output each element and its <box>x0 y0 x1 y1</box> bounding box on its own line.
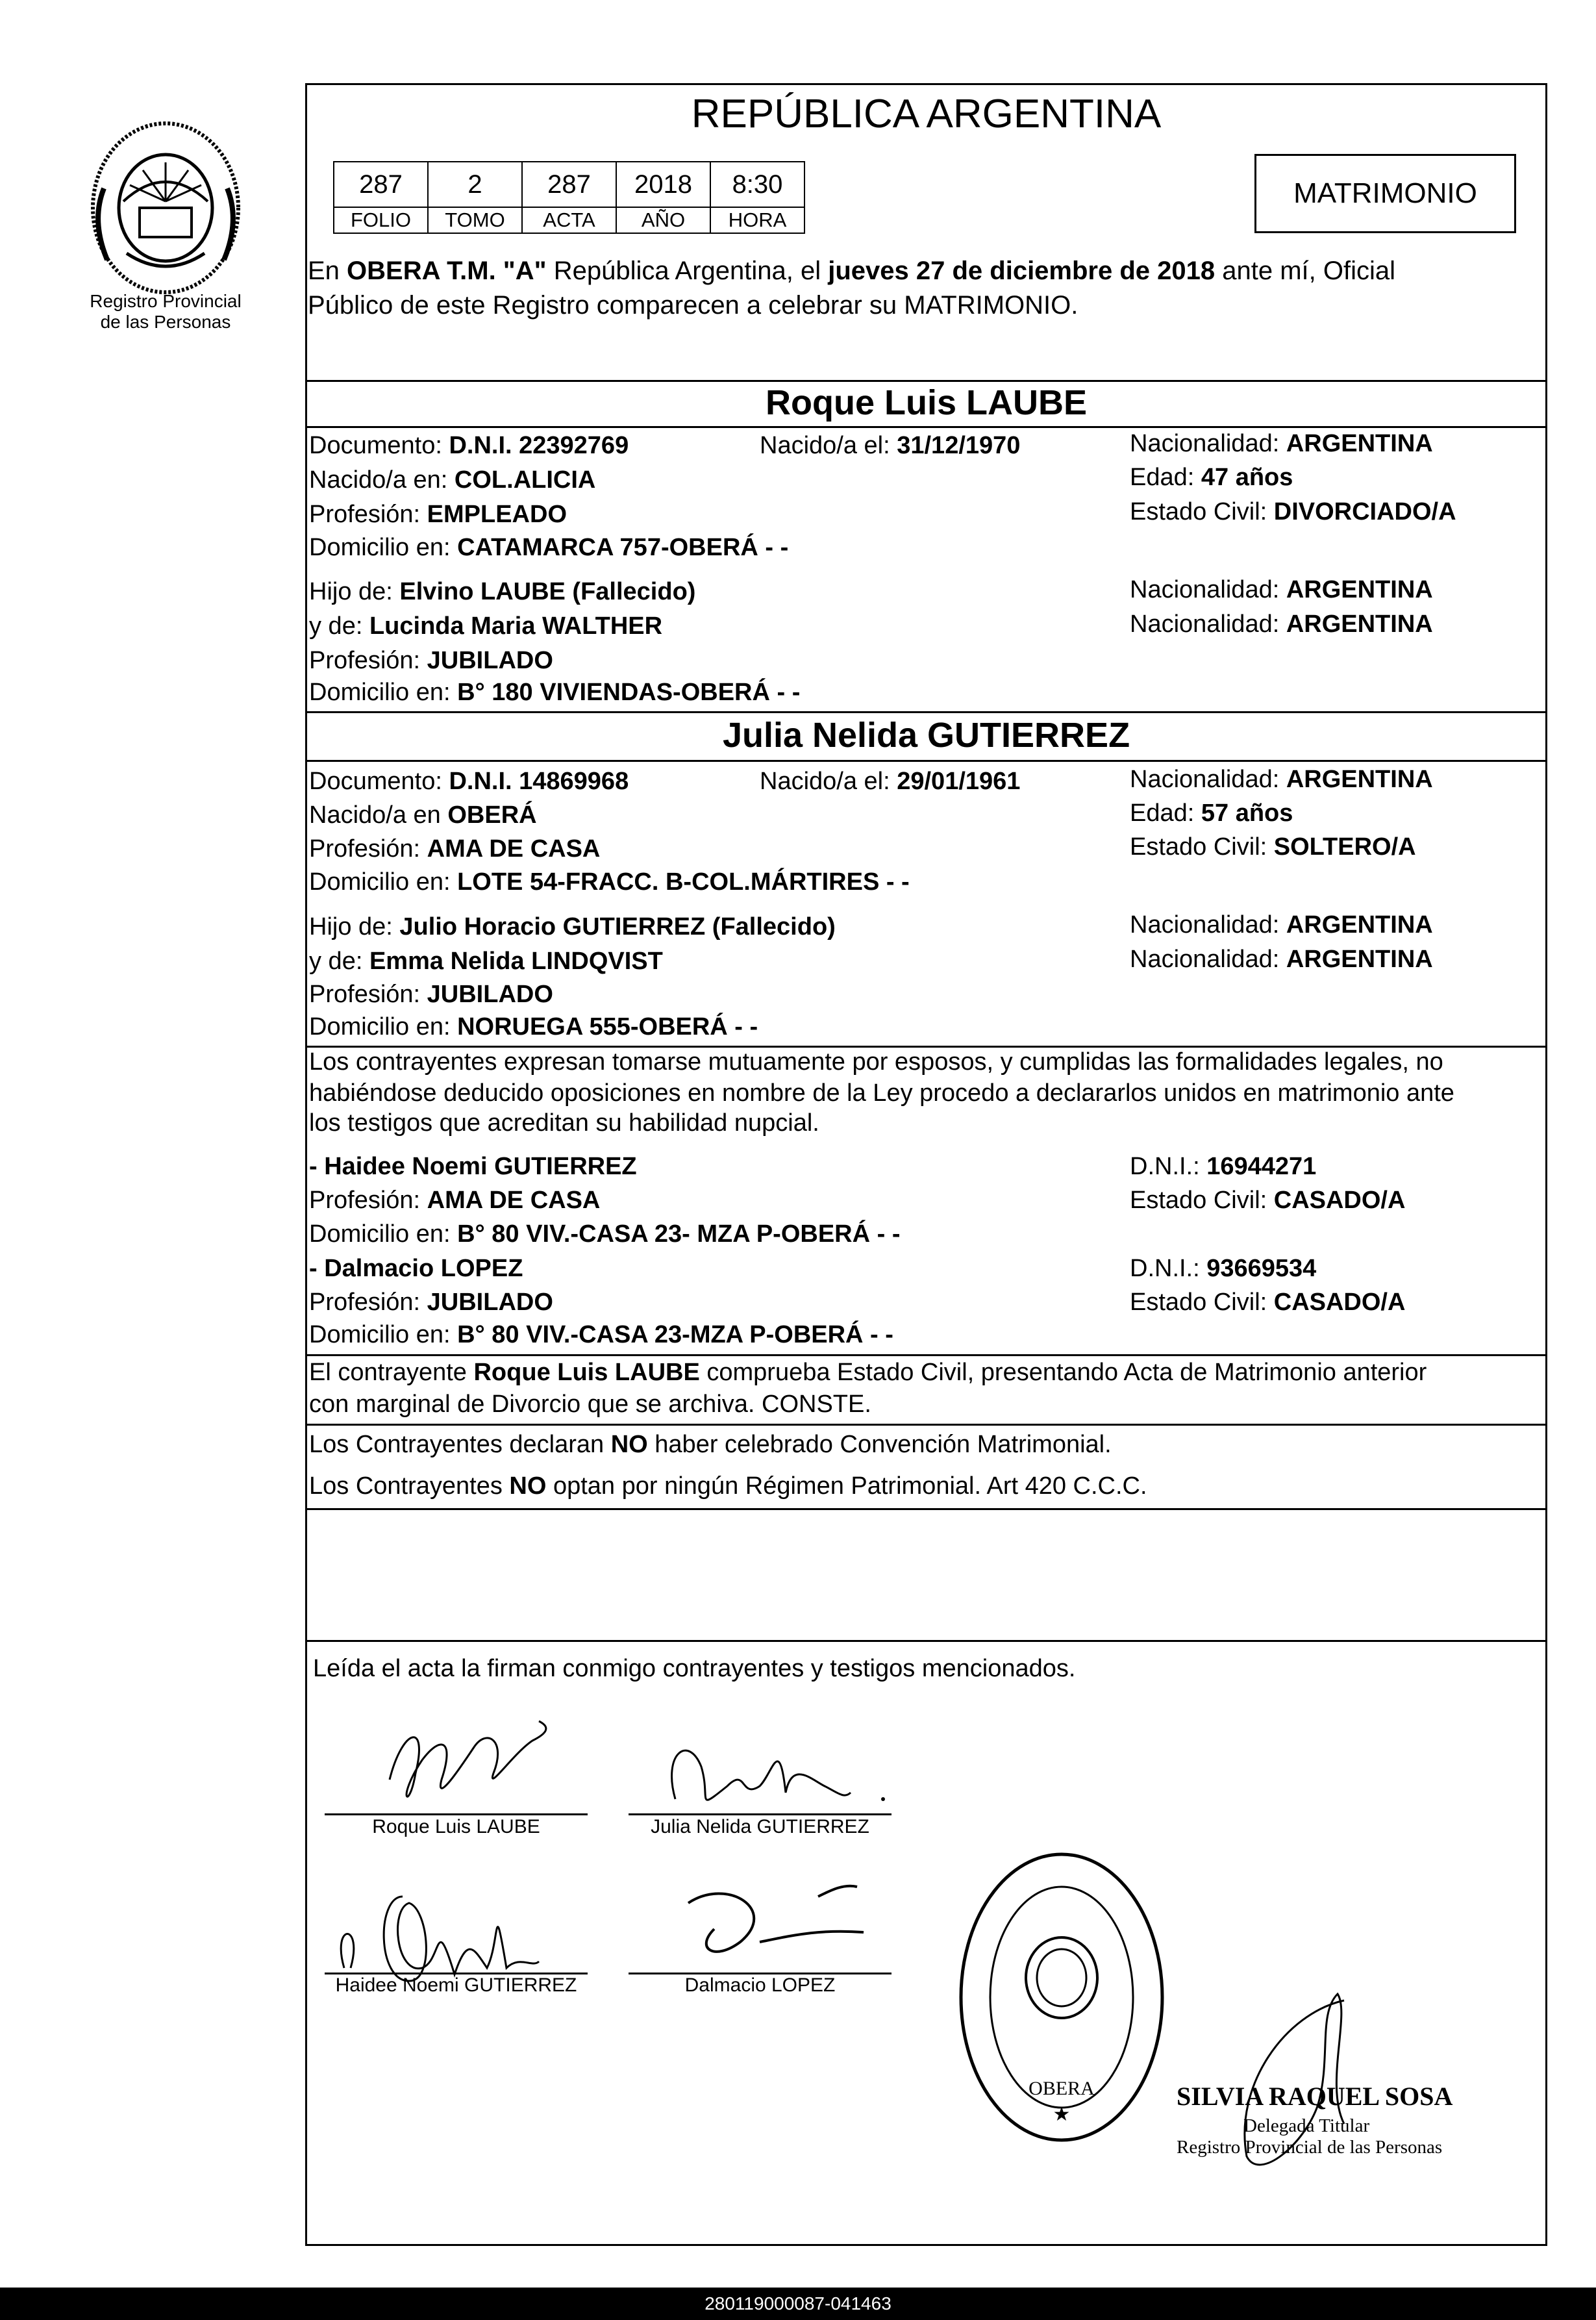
spouse1-birthplace <box>309 465 595 495</box>
field-value: 29/01/1961 <box>897 768 1021 795</box>
field-label: D.N.I.: <box>1130 1153 1207 1180</box>
field-value: JUBILADO <box>427 1289 553 1316</box>
field-label: Nacido/a en: <box>309 466 455 494</box>
spouse1-father <box>309 577 695 607</box>
field-value: ARGENTINA <box>1286 611 1433 638</box>
field-label: Edad: <box>1130 800 1201 827</box>
field-value: DIVORCIADO/A <box>1273 498 1456 525</box>
field-value: EMPLEADO <box>427 501 567 528</box>
divider <box>305 426 1547 428</box>
field-value: AMA DE CASA <box>427 835 601 863</box>
field-value: Julio Horacio GUTIERREZ (Fallecido) <box>399 913 836 940</box>
field-value: COL.ALICIA <box>454 466 596 494</box>
anio-label: AÑO <box>616 207 710 233</box>
field-label: Domicilio en: <box>309 1013 458 1040</box>
field-label: y de: <box>309 612 369 640</box>
spouse1-father-nat <box>1130 575 1433 605</box>
intro-text: En <box>308 257 347 285</box>
divider <box>305 1424 1547 1426</box>
spouse2-parents-profession <box>309 979 553 1009</box>
field-label: Documento: <box>309 768 449 795</box>
spouse1-name: Roque Luis LAUBE <box>766 383 1087 422</box>
field-label: Domicilio en: <box>309 679 458 706</box>
divider <box>305 1508 1547 1510</box>
regime-text: Los Contrayentes declaran <box>309 1431 611 1458</box>
divider <box>305 711 1547 713</box>
witness2-civil <box>1130 1287 1405 1317</box>
signature-line <box>629 1813 892 1815</box>
field-label: Edad: <box>1130 464 1201 491</box>
field-value: ARGENTINA <box>1286 430 1433 457</box>
spouse2-born <box>760 766 1020 796</box>
field-value: SOLTERO/A <box>1273 833 1416 861</box>
regime-text: Los Contrayentes <box>309 1472 510 1500</box>
spouse2-age <box>1130 798 1293 828</box>
note-name: Roque Luis LAUBE <box>473 1359 700 1386</box>
field-value: D.N.I. 22392769 <box>449 432 629 459</box>
field-label: Domicilio en: <box>309 1220 458 1248</box>
field-label: Nacionalidad: <box>1130 911 1286 939</box>
intro-line1 <box>308 255 1395 286</box>
field-value: ARGENTINA <box>1286 911 1433 939</box>
field-value: LOTE 54-FRACC. B-COL.MÁRTIRES - - <box>457 868 910 896</box>
act-type-box: MATRIMONIO <box>1254 154 1516 233</box>
field-value: Lucinda Maria WALTHER <box>369 612 663 640</box>
field-label: Profesión: <box>309 981 427 1008</box>
seal-emblem-icon <box>78 110 253 305</box>
field-label: Profesión: <box>309 501 427 528</box>
spouse1-nat <box>1130 429 1433 459</box>
official-stamp <box>954 1848 1169 2147</box>
folio-value: 287 <box>334 162 428 207</box>
field-label: Nacionalidad: <box>1130 766 1286 793</box>
spouse2-doc <box>309 766 629 796</box>
divider <box>305 1354 1547 1356</box>
document-barcode-code: 280119000087-041463 <box>0 2288 1596 2320</box>
tomo-value: 2 <box>428 162 522 207</box>
field-value: 57 años <box>1201 800 1293 827</box>
spouse2-profession <box>309 834 600 864</box>
stamp-center-text: OBERA <box>1029 2078 1095 2099</box>
official-title: Delegada Titular <box>1243 2115 1370 2136</box>
intro-text: República Argentina, el <box>546 257 829 285</box>
field-label: Estado Civil: <box>1130 498 1274 525</box>
regime-no: NO <box>509 1472 547 1500</box>
field-label: Estado Civil: <box>1130 1289 1274 1316</box>
regime-text: haber celebrado Convención Matrimonial. <box>647 1431 1112 1458</box>
spouse2-birthplace <box>309 800 537 830</box>
signature-caption-haidee: Haidee Noemi GUTIERREZ <box>335 1974 577 1996</box>
field-value: Elvino LAUBE (Fallecido) <box>399 578 696 605</box>
svg-text:★: ★ <box>1053 2104 1071 2125</box>
regime-line2 <box>309 1471 1147 1501</box>
field-value: B° 180 VIVIENDAS-OBERÁ - - <box>457 679 801 706</box>
acta-value: 287 <box>522 162 616 207</box>
witness1-dni <box>1130 1152 1316 1181</box>
field-value: B° 80 VIV.-CASA 23-MZA P-OBERÁ - - <box>457 1321 893 1348</box>
field-label: Domicilio en: <box>309 534 458 561</box>
spouse1-parents-address <box>309 677 800 707</box>
declaration-line3: los testigos que acreditan su habilidad nupcial. <box>309 1109 819 1137</box>
registry-index-table <box>333 161 805 234</box>
signature-caption-roque: Roque Luis LAUBE <box>372 1816 540 1837</box>
divider <box>305 760 1547 762</box>
field-label: Documento: <box>309 432 449 459</box>
logo-caption-line1: Registro Provincial <box>90 291 242 311</box>
witness2-dni <box>1130 1254 1316 1283</box>
field-value: AMA DE CASA <box>427 1187 601 1214</box>
field-label: Nacionalidad: <box>1130 946 1286 973</box>
field-value: NORUEGA 555-OBERÁ - - <box>457 1013 758 1040</box>
civil-status-note-line1 <box>309 1357 1427 1387</box>
spouse2-nat <box>1130 764 1433 794</box>
spouse2-mother <box>309 946 663 976</box>
field-label: Domicilio en: <box>309 868 458 896</box>
intro-place: OBERA T.M. "A" <box>347 257 547 285</box>
tomo-label: TOMO <box>428 207 522 233</box>
witness1-profession <box>309 1185 600 1215</box>
note-text: El contrayente <box>309 1359 474 1386</box>
spouse1-born <box>760 431 1020 460</box>
field-value: OBERÁ <box>447 801 537 829</box>
witness2-address <box>309 1320 893 1350</box>
witness1-civil <box>1130 1185 1405 1215</box>
field-label: Nacionalidad: <box>1130 576 1286 603</box>
field-value: CATAMARCA 757-OBERÁ - - <box>457 534 789 561</box>
spouse1-civil <box>1130 497 1456 527</box>
field-value: 31/12/1970 <box>897 432 1021 459</box>
field-value: CASADO/A <box>1273 1187 1406 1214</box>
country-title: REPÚBLICA ARGENTINA <box>691 92 1162 136</box>
closing-statement: Leída el acta la firman conmigo contrayentes y testigos mencionados. <box>313 1655 1076 1682</box>
intro-text: ante mí, Oficial <box>1215 257 1396 285</box>
field-label: Hijo de: <box>309 578 400 605</box>
field-value: 93669534 <box>1206 1255 1317 1282</box>
official-office: Registro Provincial de las Personas <box>1177 2137 1443 2158</box>
regime-no: NO <box>610 1431 648 1458</box>
field-value: JUBILADO <box>427 981 553 1008</box>
intro-line2: Público de este Registro comparecen a celebrar su MATRIMONIO. <box>308 291 1079 320</box>
field-label: Nacionalidad: <box>1130 430 1286 457</box>
civil-status-note-line2: con marginal de Divorcio que se archiva. CONSTE. <box>309 1391 871 1418</box>
spouse1-age <box>1130 462 1293 492</box>
acta-label: ACTA <box>522 207 616 233</box>
spouse1-profession <box>309 499 567 529</box>
province-seal <box>78 110 253 305</box>
official-name: SILVIA RAQUEL SOSA <box>1177 2082 1453 2111</box>
field-value: JUBILADO <box>427 647 553 674</box>
field-label: Nacido/a en <box>309 801 448 829</box>
field-label: Nacido/a el: <box>760 768 897 795</box>
note-text: comprueba Estado Civil, presentando Acta de Matrimonio anterior <box>699 1359 1427 1386</box>
signature-dalmacio-icon <box>675 1871 883 1981</box>
field-label: Profesión: <box>309 1187 427 1214</box>
witness2-profession <box>309 1287 553 1317</box>
field-label: Estado Civil: <box>1130 1187 1274 1214</box>
spouse2-father <box>309 912 836 942</box>
field-label: Estado Civil: <box>1130 833 1274 861</box>
field-value: ARGENTINA <box>1286 576 1433 603</box>
field-label: Domicilio en: <box>309 1321 458 1348</box>
spouse1-mother <box>309 611 662 641</box>
folio-label: FOLIO <box>334 207 428 233</box>
spouse1-address <box>309 533 788 562</box>
intro-date: jueves 27 de diciembre de 2018 <box>828 257 1216 285</box>
field-value: 47 años <box>1201 464 1293 491</box>
signature-roque-icon <box>377 1702 571 1832</box>
spouse1-parents-profession <box>309 646 553 675</box>
signature-caption-julia: Julia Nelida GUTIERREZ <box>651 1816 869 1837</box>
spouse2-civil <box>1130 832 1416 862</box>
spouse1-mother-nat <box>1130 609 1433 639</box>
field-value: ARGENTINA <box>1286 946 1433 973</box>
anio-value: 2018 <box>616 162 710 207</box>
stamp-emblem-icon <box>954 1848 1169 2147</box>
field-value: ARGENTINA <box>1286 766 1433 793</box>
spouse2-name: Julia Nelida GUTIERREZ <box>722 716 1130 755</box>
spouse2-parents-address <box>309 1012 758 1042</box>
hora-label: HORA <box>710 207 804 233</box>
field-label: Profesión: <box>309 647 427 674</box>
field-label: Profesión: <box>309 835 427 863</box>
declaration-line1: Los contrayentes expresan tomarse mutuamente por esposos, y cumplidas las formalidades legales, no <box>309 1048 1443 1076</box>
divider <box>305 1640 1547 1642</box>
field-label: Hijo de: <box>309 913 400 940</box>
field-value: B° 80 VIV.-CASA 23- MZA P-OBERÁ - - <box>457 1220 901 1248</box>
field-label: Profesión: <box>309 1289 427 1316</box>
spouse2-father-nat <box>1130 910 1433 940</box>
field-value: 16944271 <box>1206 1153 1317 1180</box>
witness2-name: - Dalmacio LOPEZ <box>309 1255 523 1282</box>
field-value: D.N.I. 14869968 <box>449 768 629 795</box>
field-label: Nacido/a el: <box>760 432 897 459</box>
field-label: D.N.I.: <box>1130 1255 1207 1282</box>
regime-line1 <box>309 1430 1112 1459</box>
spouse2-address <box>309 867 910 897</box>
hora-value: 8:30 <box>710 162 804 207</box>
witness1-address <box>309 1219 900 1249</box>
logo-caption-line2: de las Personas <box>100 312 231 332</box>
spouse2-mother-nat <box>1130 944 1433 974</box>
regime-text: optan por ningún Régimen Patrimonial. Art 420 C.C.C. <box>546 1472 1147 1500</box>
witness1-name: - Haidee Noemi GUTIERREZ <box>309 1153 637 1180</box>
field-label: Nacionalidad: <box>1130 611 1286 638</box>
spouse1-doc <box>309 431 629 460</box>
field-value: CASADO/A <box>1273 1289 1406 1316</box>
field-label: y de: <box>309 948 369 975</box>
declaration-line2: habiéndose deducido oposiciones en nombre de la Ley procedo a declararlos unidos en matrimonio ante <box>309 1079 1454 1107</box>
signature-line <box>325 1813 588 1815</box>
field-value: Emma Nelida LINDQVIST <box>369 948 663 975</box>
signature-caption-dalmacio: Dalmacio LOPEZ <box>684 1974 836 1996</box>
